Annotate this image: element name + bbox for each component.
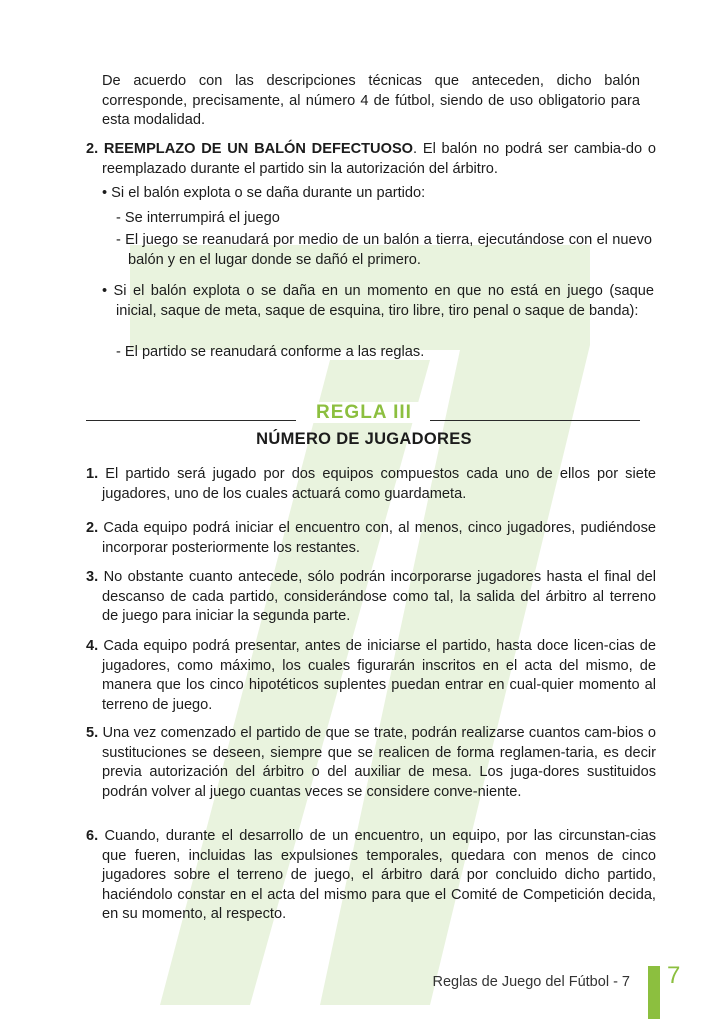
page-number: 7: [667, 962, 681, 989]
rule-2-number: 2.: [86, 520, 99, 536]
rule-6-text: Cuando, durante el desarrollo de un encuentro, un equipo, por las circunstan-cias que fueren, incluidas las expulsiones temporales, quedara con menos de cinco jugadores sobre el terreno de juego, el árbitro dará por concluido dicho partido, haciéndolo constar en el acta del mismo para que el Comité de Competición decida, en su momento, al respecto.: [102, 828, 656, 922]
rule-1-text: El partido será jugado por dos equipos compuestos cada uno de ellos por siete jugadores, uno de los cuales actuará como guardameta.: [102, 466, 656, 502]
rule-1-number: 1.: [86, 466, 99, 482]
rule-5-paragraph: [86, 724, 656, 802]
rule-5-number: 5.: [86, 725, 99, 741]
item-2-title: REEMPLAZO DE UN BALÓN DEFECTUOSO: [103, 141, 414, 157]
rule-4-number: 4.: [86, 638, 99, 654]
dash-interrupt-game: - Se interrumpirá el juego: [116, 210, 280, 226]
dash-resume-dropped-ball: - El juego se reanudará por medio de un balón a tierra, ejecutándose con el nuevo balón y en el lugar donde se dañó el primero.: [116, 232, 652, 268]
rule-3-number: 3.: [86, 569, 99, 585]
dash-resume-per-rules: - El partido se reanudará conforme a las reglas.: [116, 344, 425, 360]
bullet-ball-burst-during-play: • Si el balón explota o se daña durante un partido:: [102, 185, 426, 201]
item-2-paragraph: [86, 140, 656, 179]
rule-3-paragraph: [86, 568, 656, 627]
rule-4-text: Cada equipo podrá presentar, antes de iniciarse el partido, hasta doce licen-cias de jugadores, como máximo, los cuales figurarán inscritos en el acta del mismo, de manera que los cinco hipotéticos suplentes puedan entrar en cual-quier momento al terreno de juego.: [102, 638, 656, 713]
rule-2-paragraph: [86, 519, 656, 558]
bullet-ball-burst-out-of-play: • Si el balón explota o se daña en un momento en que no está en juego (saque inicial, saque de meta, saque de esquina, tiro libre, tiro penal o saque de banda):: [102, 283, 654, 319]
rule-1-paragraph: [86, 465, 656, 504]
rule-4-paragraph: [86, 637, 656, 715]
section-title: REGLA III: [0, 401, 728, 425]
rule-6-number: 6.: [86, 828, 99, 844]
rule-2-text: Cada equipo podrá iniciar el encuentro con, al menos, cinco jugadores, pudiéndose incorporar posteriormente los restantes.: [102, 520, 656, 556]
rule-3-text: No obstante cuanto antecede, sólo podrán incorporarse jugadores hasta el final del descanso de cada partido, considerándose como tal, la salida del árbitro al terreno de juego para iniciar la segunda parte.: [102, 569, 656, 624]
rule-5-text: Una vez comenzado el partido de que se trate, podrán realizarse cuantos cam-bios o sustituciones se deseen, siempre que se realicen de forma reglamen-taria, es decir previa autorización del árbitro o del auxiliar de mesa. Los juga-dores sustituidos podrán volver al juego cuantas veces se considere conve-niente.: [102, 725, 656, 800]
footer-accent-bar: [648, 966, 660, 1019]
footer-title: Reglas de Juego del Fútbol - 7: [432, 974, 630, 990]
rule-6-paragraph: [86, 827, 656, 925]
item-2-number: 2.: [86, 141, 99, 157]
intro-paragraph: De acuerdo con las descripciones técnicas que anteceden, dicho balón corresponde, precisamente, al número 4 de fútbol, siendo de uso obligatorio para esta modalidad.: [102, 73, 640, 128]
item-2-text: . El balón no podrá ser cambia-do o reemplazado durante el partido sin la autorización del árbitro.: [102, 141, 656, 177]
section-subtitle: NÚMERO DE JUGADORES: [256, 430, 472, 448]
